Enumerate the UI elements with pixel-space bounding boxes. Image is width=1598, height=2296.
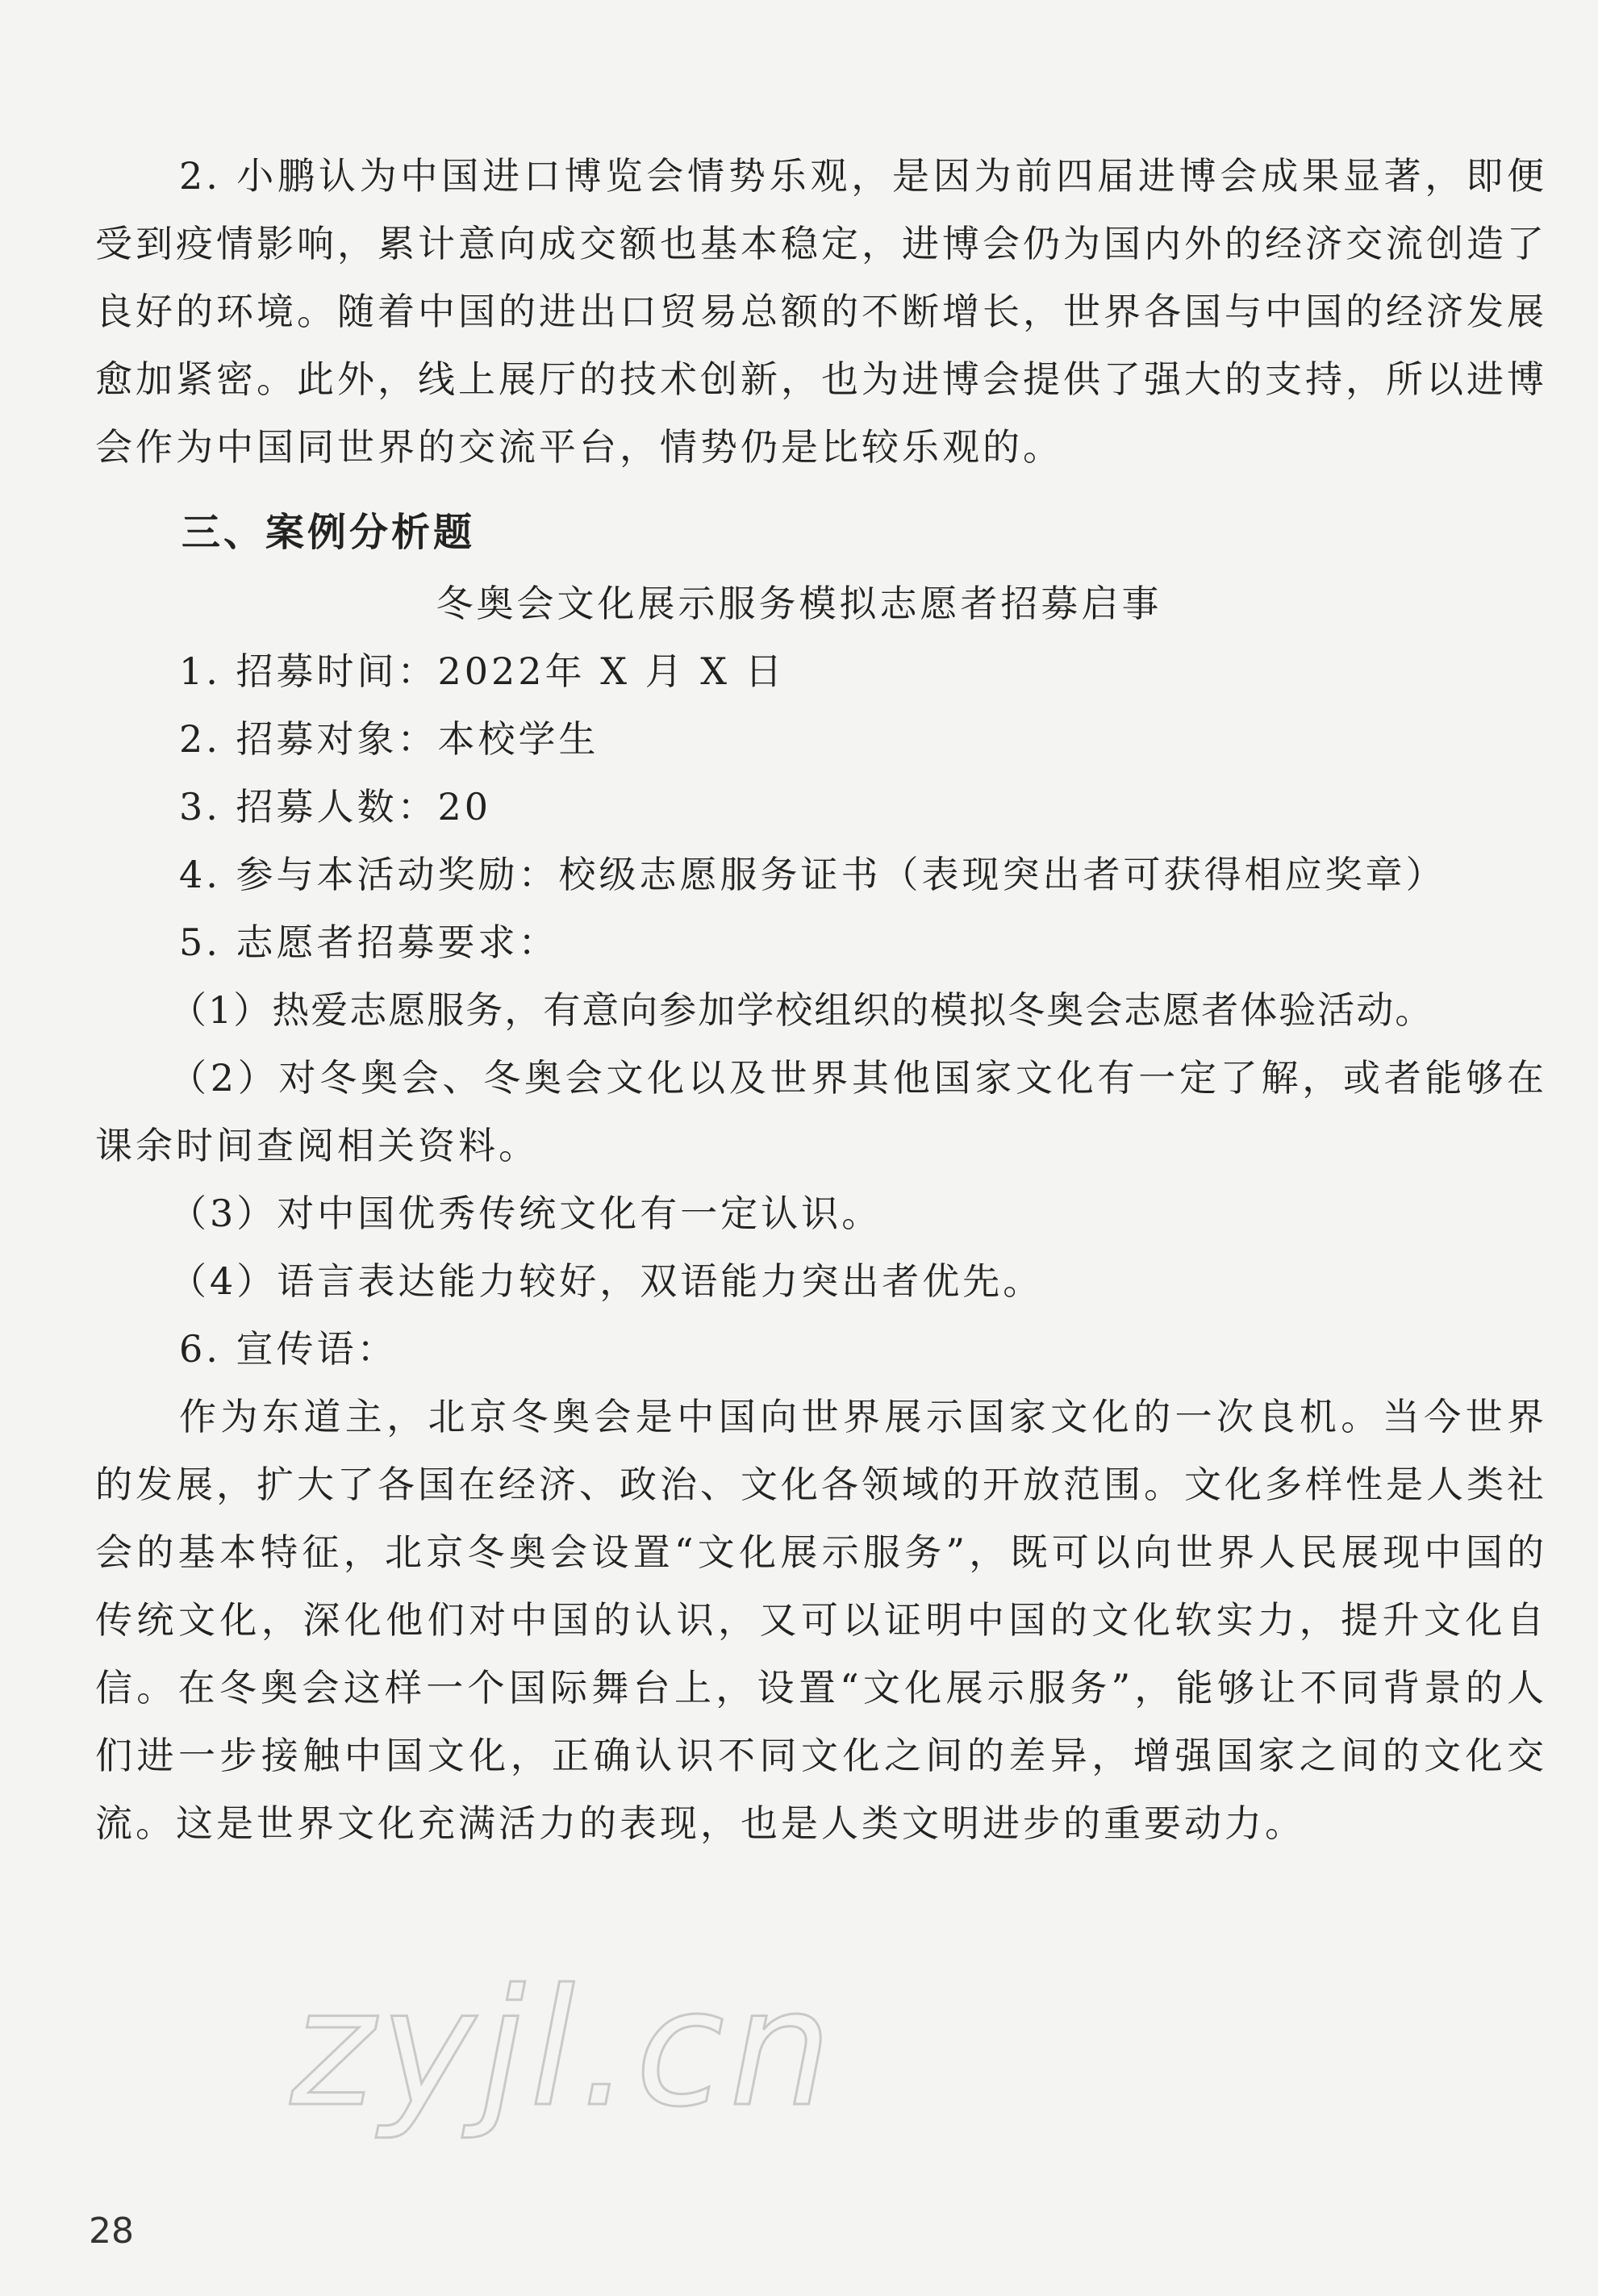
requirement-3: （3）对中国优秀传统文化有一定认识。 xyxy=(169,1192,882,1235)
item-recruit-count: 3. 招募人数：20 xyxy=(179,785,492,829)
slogan-paragraph: 作为东道主，北京冬奥会是中国向世界展示国家文化的一次良机。当今世界的发展，扩大了各国在经济、政治、文化各领域的开放范围。文化多样性是人类社会的基本特征，北京冬奥会设置“文化展示服务”，既可以向世界人民展现中国的传统文化，深化他们对中国的认识，又可以证明中国的文化软实力，提升文化自信。在冬奥会这样一个国际舞台上，设置“文化展示服务”，能够让不同背景的人们进一步接触中国文化，正确认识不同文化之间的差异，增强国家之间的文化交流。这是世界文化充满活力的表现，也是人类文明进步的重要动力。 xyxy=(95,1395,1547,1845)
item-recruit-time: 1. 招募时间：2022年 X 月 X 日 xyxy=(179,649,786,693)
item-requirements: 5. 志愿者招募要求： xyxy=(179,920,559,964)
item-reward: 4. 参与本活动奖励：校级志愿服务证书（表现突出者可获得相应奖章） xyxy=(179,853,1446,896)
paragraph-answer-2: 2. 小鹏认为中国进口博览会情势乐观，是因为前四届进博会成果显著，即便受到疫情影响，累计意向成交额也基本稳定，进博会仍为国内外的经济交流创造了良好的环境。随着中国的进出口贸易总额的不断增长，世界各国与中国的经济发展愈加紧密。此外，线上展厅的技术创新，也为进博会提供了强大的支持，所以进博会作为中国同世界的交流平台，情势仍是比较乐观的。 xyxy=(95,154,1547,469)
section-title: 三、案例分析题 xyxy=(181,510,476,555)
requirement-2: （2）对冬奥会、冬奥会文化以及世界其他国家文化有一定了解，或者能够在课余时间查阅相关资料。 xyxy=(95,1056,1547,1167)
watermark-logo: zyjl.cn xyxy=(290,1955,837,2143)
item-recruit-target: 2. 招募对象：本校学生 xyxy=(179,717,599,761)
requirement-1: （1）热爱志愿服务，有意向参加学校组织的模拟冬奥会志愿者体验活动。 xyxy=(169,988,1434,1032)
page-number: 28 xyxy=(89,2210,134,2252)
notice-title: 冬奥会文化展示服务模拟志愿者招募启事 xyxy=(436,582,1162,625)
item-slogan-heading: 6. 宣传语： xyxy=(179,1327,398,1371)
requirement-4: （4）语言表达能力较好，双语能力突出者优先。 xyxy=(169,1259,1044,1303)
